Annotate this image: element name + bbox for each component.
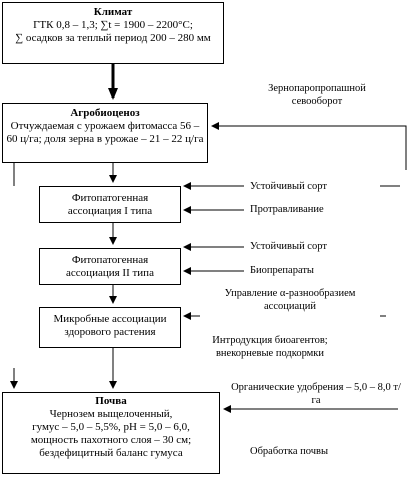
- phyto-assoc-2-box: [39, 248, 181, 285]
- microbe-assoc-text: Микробные ассоциации здорового растения: [53, 313, 167, 338]
- label-alpha-diversity: Управление α-разнообразием ассоциаций: [224, 288, 356, 312]
- label-bioagents: Интродукция биоагентов; внекорневые подкормки: [212, 335, 328, 359]
- climate-box: [2, 2, 224, 64]
- climate-title: Климат: [93, 6, 133, 18]
- microbe-assoc-box: [39, 307, 181, 348]
- soil-line3: мощность пахотного слоя – 30 см;: [30, 434, 192, 446]
- label-biopreparations: Биопрепараты: [250, 265, 314, 276]
- phyto-assoc-2-text: Фитопатогенная ассоциация II типа: [66, 254, 154, 279]
- label-resistant-variety-1: Устойчивый сорт: [250, 181, 327, 192]
- arrow-crop-rotation: [212, 126, 406, 170]
- soil-box: [2, 392, 220, 474]
- climate-line1: ГТК 0,8 – 1,3; ∑t = 1900 – 2200°C;: [33, 19, 193, 31]
- climate-line2: ∑ осадков за теплый период 200 – 280 мм: [15, 32, 211, 44]
- label-crop-rotation: Зернопаропропашной севооборот: [268, 83, 366, 107]
- soil-line1: Чернозем выщелоченный,: [49, 408, 173, 420]
- phyto-assoc-1-text: Фитопатогенная ассоциация I типа: [67, 192, 153, 217]
- label-tillage: Обработка почвы: [250, 446, 328, 457]
- soil-line4: бездефицитный баланс гумуса: [39, 447, 183, 459]
- label-resistant-variety-2: Устойчивый сорт: [250, 241, 327, 252]
- agrobiocenosis-text: Отчуждаемая с урожаем фитомасса 56 – 60 ц/га; доля зерна в урожае – 21 – 22 ц/га: [6, 120, 204, 145]
- phyto-assoc-1-box: [39, 186, 181, 223]
- label-seed-treatment: Протравливание: [250, 204, 324, 215]
- soil-title: Почва: [95, 395, 127, 407]
- label-organic-fertilizers: Органические удобрения – 5,0 – 8,0 т/га: [231, 382, 401, 406]
- agrobiocenosis-title: Агробиоценоз: [70, 107, 140, 119]
- agrobiocenosis-box: [2, 103, 208, 163]
- soil-line2: гумус – 5,0 – 5,5%, pH = 5,0 – 6,0,: [32, 421, 190, 433]
